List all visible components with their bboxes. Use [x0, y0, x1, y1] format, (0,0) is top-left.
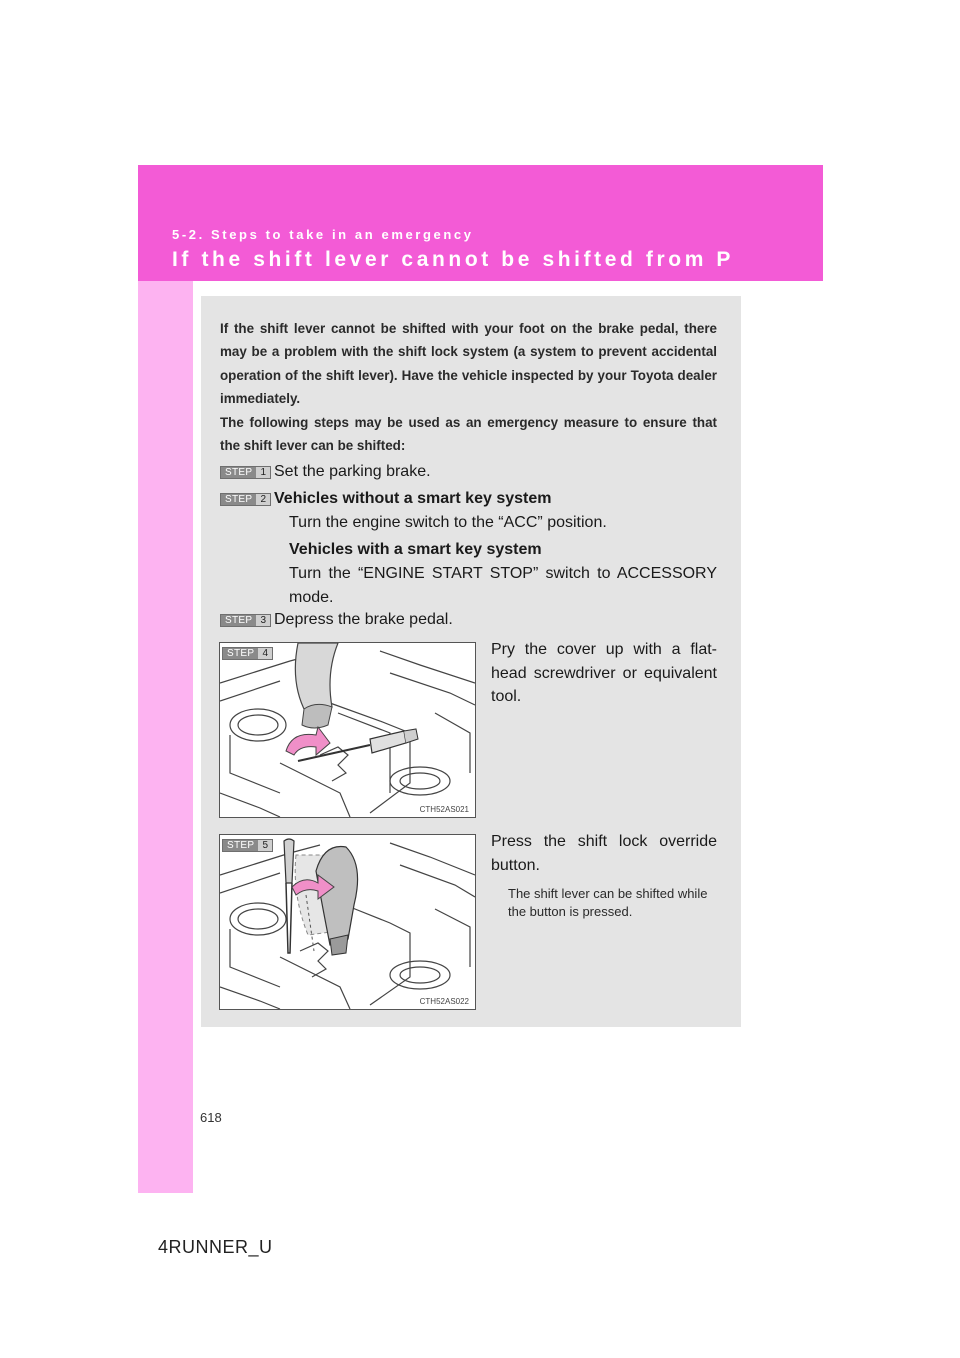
step-badge-label: STEP [221, 467, 256, 478]
step-badge-number: 5 [262, 840, 269, 851]
step-2-heading-with-smart-key: Vehicles with a smart key system [289, 541, 542, 558]
step-4-image-id: CTH52AS021 [419, 805, 469, 814]
step-2-badge [220, 493, 271, 506]
step-badge-label: STEP [221, 615, 256, 626]
step-badge-number: 1 [260, 467, 267, 478]
intro-text [220, 317, 717, 457]
step-badge-label: STEP [221, 494, 256, 505]
step-2-text-without-smart-key: Turn the engine switch to the “ACC” position. [289, 514, 607, 531]
step-badge-number: 4 [262, 648, 269, 659]
console-cover-pry-illustration [220, 643, 475, 817]
step-5-note: The shift lever can be shifted while the button is pressed. [508, 886, 708, 919]
side-tab-strip [138, 165, 193, 1193]
step-4-badge [222, 647, 273, 660]
step-5-text: Press the shift lock override button. [491, 833, 717, 874]
section-label: 5-2. Steps to take in an emergency [172, 227, 474, 242]
step-1-badge [220, 466, 271, 479]
shift-lock-override-illustration [220, 835, 475, 1009]
step-3-badge [220, 614, 271, 627]
step-2-heading-without-smart-key: Vehicles without a smart key system [274, 490, 552, 507]
step-4-text: Pry the cover up with a flat-head screwdriver or equivalent tool. [491, 641, 717, 705]
step-5-illustration [219, 834, 476, 1010]
intro-paragraph: The following steps may be used as an emergency measure to ensure that the shift lever can be shifted: [220, 414, 717, 454]
step-badge-number: 3 [260, 615, 267, 626]
step-4-illustration [219, 642, 476, 818]
step-1-text: Set the parking brake. [274, 463, 431, 480]
intro-paragraph: If the shift lever cannot be shifted with your foot on the brake pedal, there may be a problem with the shift lock system (a system to prevent accidental operation of the shift lever). Have the vehicle inspected by your Toyota dealer immediately. [220, 321, 717, 407]
page-number: 618 [200, 1110, 222, 1125]
footer-document-code: 4RUNNER_U [158, 1237, 273, 1257]
step-5-badge [222, 839, 273, 852]
step-badge-number: 2 [260, 494, 267, 505]
step-5-image-id: CTH52AS022 [419, 997, 469, 1006]
page-title: If the shift lever cannot be shifted from P [172, 248, 735, 271]
step-badge-label: STEP [223, 648, 258, 659]
step-2-text-with-smart-key: Turn the “ENGINE START STOP” switch to ACCESSORY mode. [289, 565, 717, 606]
step-badge-label: STEP [223, 840, 258, 851]
step-3-text: Depress the brake pedal. [274, 611, 453, 628]
